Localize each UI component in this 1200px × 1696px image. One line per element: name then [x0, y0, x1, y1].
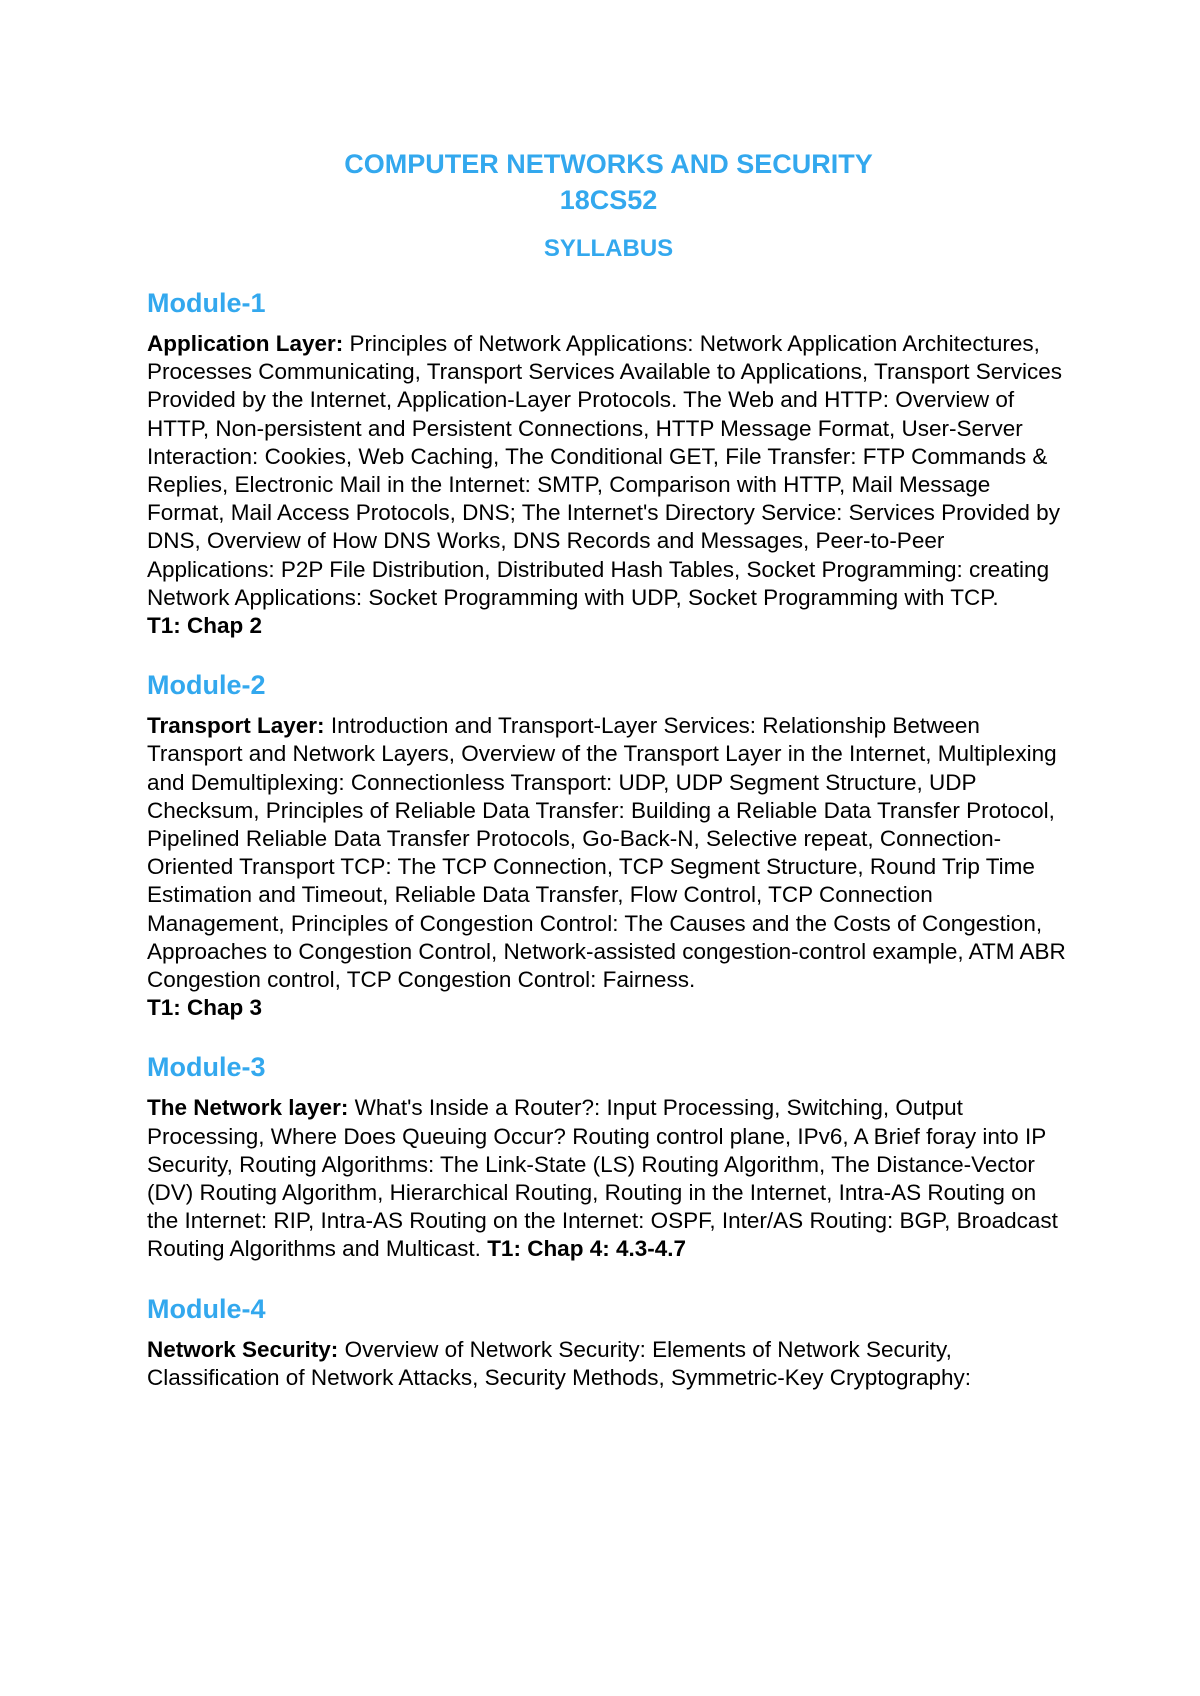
- module-description: [147, 330, 1070, 612]
- document-title: COMPUTER NETWORKS AND SECURITY: [344, 149, 873, 179]
- module-reference: T1: Chap 4: 4.3-4.7: [487, 1236, 686, 1262]
- module-reference: T1: Chap 2: [147, 613, 263, 639]
- module-text: Introduction and Transport-Layer Services: Relationship Between Transport and Network Layers, Overview of the Transport Layer in the Internet, Multiplexing and Demultiplexing: Connectionless Transport: UDP, UDP Segment Structure, UDP Checksum, Principles of Reliable Data Transfer: Building a Reliable Data Transfer Protocol, Pipelined Reliable Data Transfer Protocols, Go-Back-N, Selective repeat, Connection-Oriented Transport TCP: The TCP Connection, TCP Segment Structure, Round Trip Time Estimation and Timeout, Reliable Data Transfer, Flow Control, TCP Connection Management, Principles of Congestion Control: The Causes and the Costs of Congestion, Approaches to Congestion Control, Network-assisted congestion-control example, ATM ABR Congestion control, TCP Congestion Control: Fairness.: [147, 713, 1066, 993]
- module-text: Principles of Network Applications: Network Application Architectures, Processes Communicating, Transport Services Available to Applications, Transport Services Provided by the Internet, Application-Layer Protocols. The Web and HTTP: Overview of HTTP, Non-persistent and Persistent Connections, HTTP Message Format, User-Server Interaction: Cookies, Web Caching, The Conditional GET, File Transfer: FTP Commands & Replies, Electronic Mail in the Internet: SMTP, Comparison with HTTP, Mail Message Format, Mail Access Protocols, DNS; The Internet's Directory Service: Services Provided by DNS, Overview of How DNS Works, DNS Records and Messages, Peer-to-Peer Applications: P2P File Distribution, Distributed Hash Tables, Socket Programming: creating Network Applications: Socket Programming with UDP, Socket Programming with TCP.: [147, 331, 1063, 610]
- module-heading: Module-3: [147, 1052, 266, 1083]
- module-reference: T1: Chap 3: [147, 995, 263, 1021]
- module-topic: The Network layer:: [147, 1095, 349, 1121]
- document-subtitle: SYLLABUS: [543, 235, 674, 262]
- module-2: [147, 668, 1070, 1022]
- module-text: Overview of Network Security: Elements of Network Security, Classification of Network Attacks, Security Methods, Symmetric-Key Cryptography:: [147, 1336, 972, 1390]
- module-4: [147, 1292, 1070, 1392]
- module-description: [147, 712, 1070, 994]
- module-3: [147, 1050, 1070, 1263]
- course-code: 18CS52: [559, 185, 658, 215]
- module-description: [147, 1336, 1070, 1392]
- module-topic: Network Security:: [147, 1336, 339, 1362]
- module-heading: Module-2: [147, 670, 266, 701]
- module-description: [147, 1094, 1070, 1263]
- module-heading: Module-4: [147, 1293, 266, 1324]
- module-heading: Module-1: [147, 288, 266, 318]
- module-1: [147, 286, 1070, 640]
- module-text: What's Inside a Router?: Input Processing, Switching, Output Processing, Where Does Queuing Occur? Routing control plane, IPv6, A Brief foray into IP Security, Routing Algorithms: The Link-State (LS) Routing Algorithm, The Distance-Vector (DV) Routing Algorithm, Hierarchical Routing, Routing in the Internet, Intra-AS Routing on the Internet: RIP, Intra-AS Routing on the Internet: OSPF, Inter/AS Routing: BGP, Broadcast Routing Algorithms and Multicast.: [147, 1095, 1058, 1262]
- module-topic: Transport Layer:: [147, 713, 325, 739]
- module-topic: Application Layer:: [147, 331, 344, 356]
